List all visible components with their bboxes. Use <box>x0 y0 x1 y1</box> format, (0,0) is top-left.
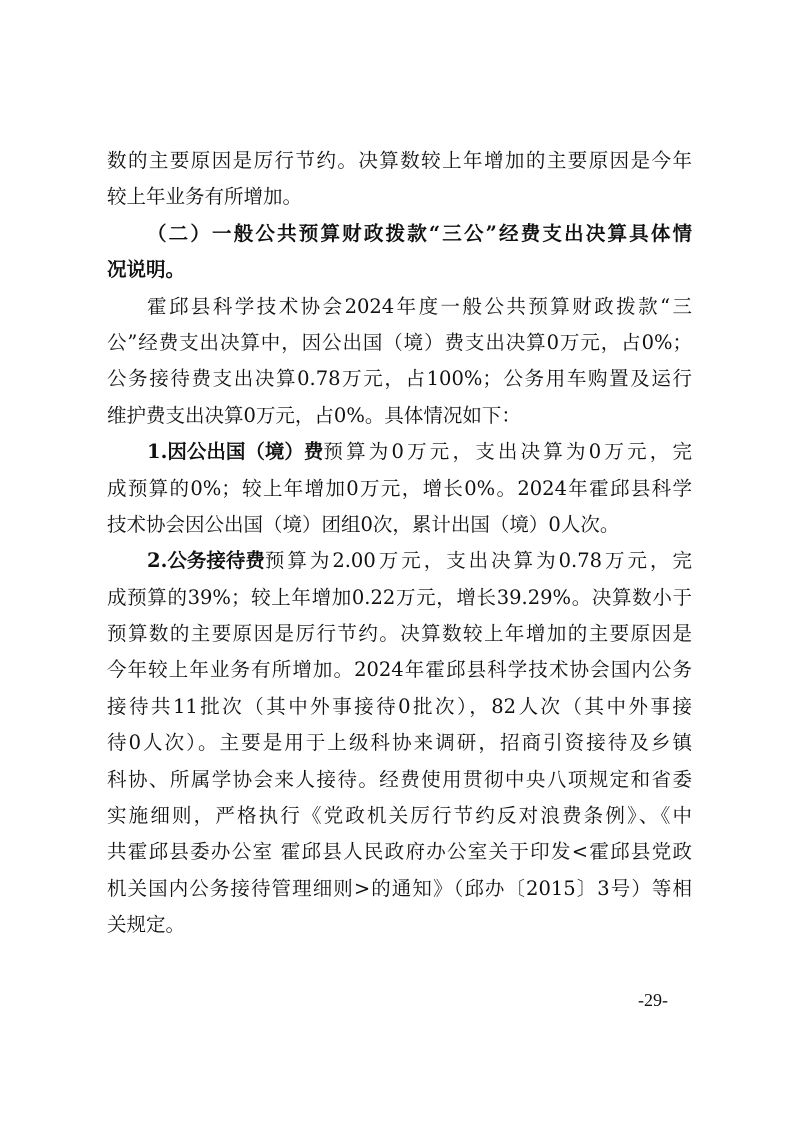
text-line: 实施细则，严格执行《党政机关厉行节约反对浪费条例》、《中 <box>107 804 692 828</box>
text-line: 技术协会因公出国（境）团组0次，累计出国（境）0人次。 <box>107 512 620 536</box>
section-heading: （二）一般公共预算财政拨款“三公”经费支出决算具体情 <box>147 221 692 245</box>
item-1-line <box>107 434 692 470</box>
section-heading-cont: 况说明。 <box>107 258 186 282</box>
text-line: 预算为2.00万元，支出决算为0.78万元，完 <box>264 549 692 573</box>
text-line: 今年较上年业务有所增加。2024年霍邱县科学技术协会国内公务 <box>107 658 692 682</box>
text-line: 待0人次）。主要是用于上级科协来调研，招商引资接待及乡镇 <box>107 731 692 755</box>
text-line: 维护费支出决算0万元，占0%。具体情况如下： <box>107 403 521 427</box>
document-body <box>107 143 692 944</box>
text-line: 预算数的主要原因是厉行节约。决算数较上年增加的主要原因是 <box>107 622 692 646</box>
text-line: 公务接待费支出决算0.78万元，占100%；公务用车购置及运行 <box>107 367 692 391</box>
text-line: 科协、所属学协会来人接待。经费使用贯彻中央八项规定和省委 <box>107 767 692 791</box>
text-line: 公”经费支出决算中，因公出国（境）费支出决算0万元，占0%； <box>107 330 692 354</box>
text-line: 接待共11批次（其中外事接待0批次），82人次（其中外事接 <box>107 694 692 718</box>
item-1-heading: 1.因公出国（境）费 <box>147 440 324 464</box>
text-line: 机关国内公务接待管理细则>的通知》（邱办〔2015〕3号）等相 <box>107 876 692 900</box>
text-line: 较上年业务有所增加。 <box>107 185 303 209</box>
text-line: 霍邱县科学技术协会2024年度一般公共预算财政拨款“三 <box>147 294 692 318</box>
text-line: 预算为0万元，支出决算为0万元，完 <box>323 440 692 464</box>
text-line: 共霍邱县委办公室 霍邱县人民政府办公室关于印发<霍邱县党政 <box>107 840 692 864</box>
text-line: 数的主要原因是厉行节约。决算数较上年增加的主要原因是今年 <box>107 149 692 172</box>
item-2-heading: 2.公务接待费 <box>147 549 265 573</box>
item-2-line <box>107 543 692 579</box>
text-line: 成预算的0%；较上年增加0万元，增长0%。2024年霍邱县科学 <box>107 476 692 500</box>
page-number: -29- <box>638 990 668 1010</box>
text-line: 关规定。 <box>107 913 186 937</box>
text-line: 成预算的39%；较上年增加0.22万元，增长39.29%。决算数小于 <box>107 585 692 609</box>
